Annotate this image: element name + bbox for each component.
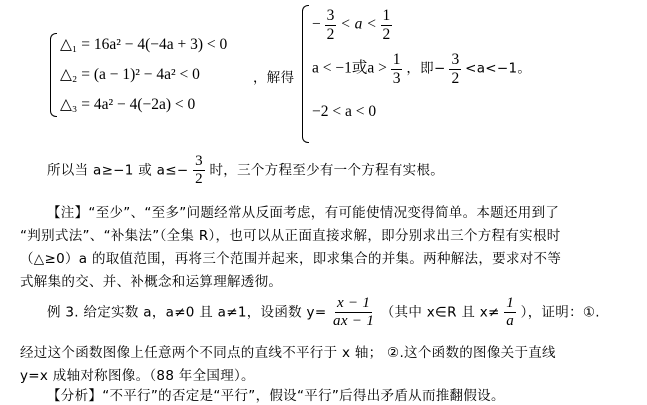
solution-row1: − $\frac{3}{2}$ < a < $\frac{1}{2}$ xyxy=(312,7,391,43)
analysis-line: 【分析】“不平行”的否定是“平行”，假设“平行”后得出矛盾从而推翻假设。 xyxy=(47,388,505,404)
frac-num: 1 xyxy=(392,51,401,68)
example3-line1: 例 3. 给定实数 a，a≠0 且 a≠1，设函数 y= $\frac{x - 1}{ax - 1}$ （其中 x∈R 且 x≠ $\frac{1}{a}$ ），证明：①. xyxy=(47,295,600,329)
note-line-2: “判别式法”、“补集法”（全集 R），也可以从正面直接求解，即分别求出三个方程有实根时 xyxy=(20,228,561,244)
left-brace-system2 xyxy=(302,5,309,143)
example3-line3: y=x 成轴对称图像。（88 年全国理）。 xyxy=(20,368,255,384)
frac-num: 3 xyxy=(451,51,460,68)
solution-row2: a < −1或a > $\frac{1}{3}$ ，即− $\frac{3}{2}$ <a<−1。 xyxy=(312,51,532,87)
inequality-delta3: △₃ = 4a² − 4(−2a) < 0 xyxy=(60,96,196,113)
frac-den: 2 xyxy=(451,69,460,87)
frac-num: 3 xyxy=(195,153,203,169)
frac-den: 3 xyxy=(392,69,401,87)
conclusion-line: 所以当 a≥−1 或 a≤− $\frac{3}{2}$ 时，三个方程至少有一个方程有实根。 xyxy=(47,153,445,187)
example3-line2: 经过这个函数图像上任意两个不同点的直线不平行于 x 轴； ②.这个函数的图像关于直线 xyxy=(20,345,556,361)
left-brace-system1 xyxy=(50,33,57,117)
note-line-3: （△≥0）a 的取值范围，再将三个范围并起来，即求集合的并集。两种解法，要求对不等 xyxy=(20,251,562,267)
frac-den: 2 xyxy=(382,25,391,43)
frac-num: x − 1 xyxy=(336,295,371,311)
inequality-delta2: △₂ = (a − 1)² − 4a² < 0 xyxy=(60,66,200,83)
frac-num: 3 xyxy=(326,7,335,24)
connector-jiede: ，解得 xyxy=(253,70,295,86)
solution-row3: −2 < a < 0 xyxy=(312,103,377,120)
frac-den: ax − 1 xyxy=(333,313,375,329)
frac-num: 1 xyxy=(506,295,515,311)
frac-num: 1 xyxy=(382,7,391,24)
note-line-4: 式解集的交、并、补概念和运算理解透彻。 xyxy=(20,274,283,290)
frac-den: 2 xyxy=(326,25,335,43)
frac-den: a xyxy=(506,313,515,329)
inequality-delta1: △₁ = 16a² − 4(−4a + 3) < 0 xyxy=(60,36,228,53)
note-line-1: 【注】“至少”、“至多”问题经常从反面考虑，有可能使情况变得简单。本题还用到了 xyxy=(47,205,560,221)
frac-den: 2 xyxy=(195,171,203,187)
